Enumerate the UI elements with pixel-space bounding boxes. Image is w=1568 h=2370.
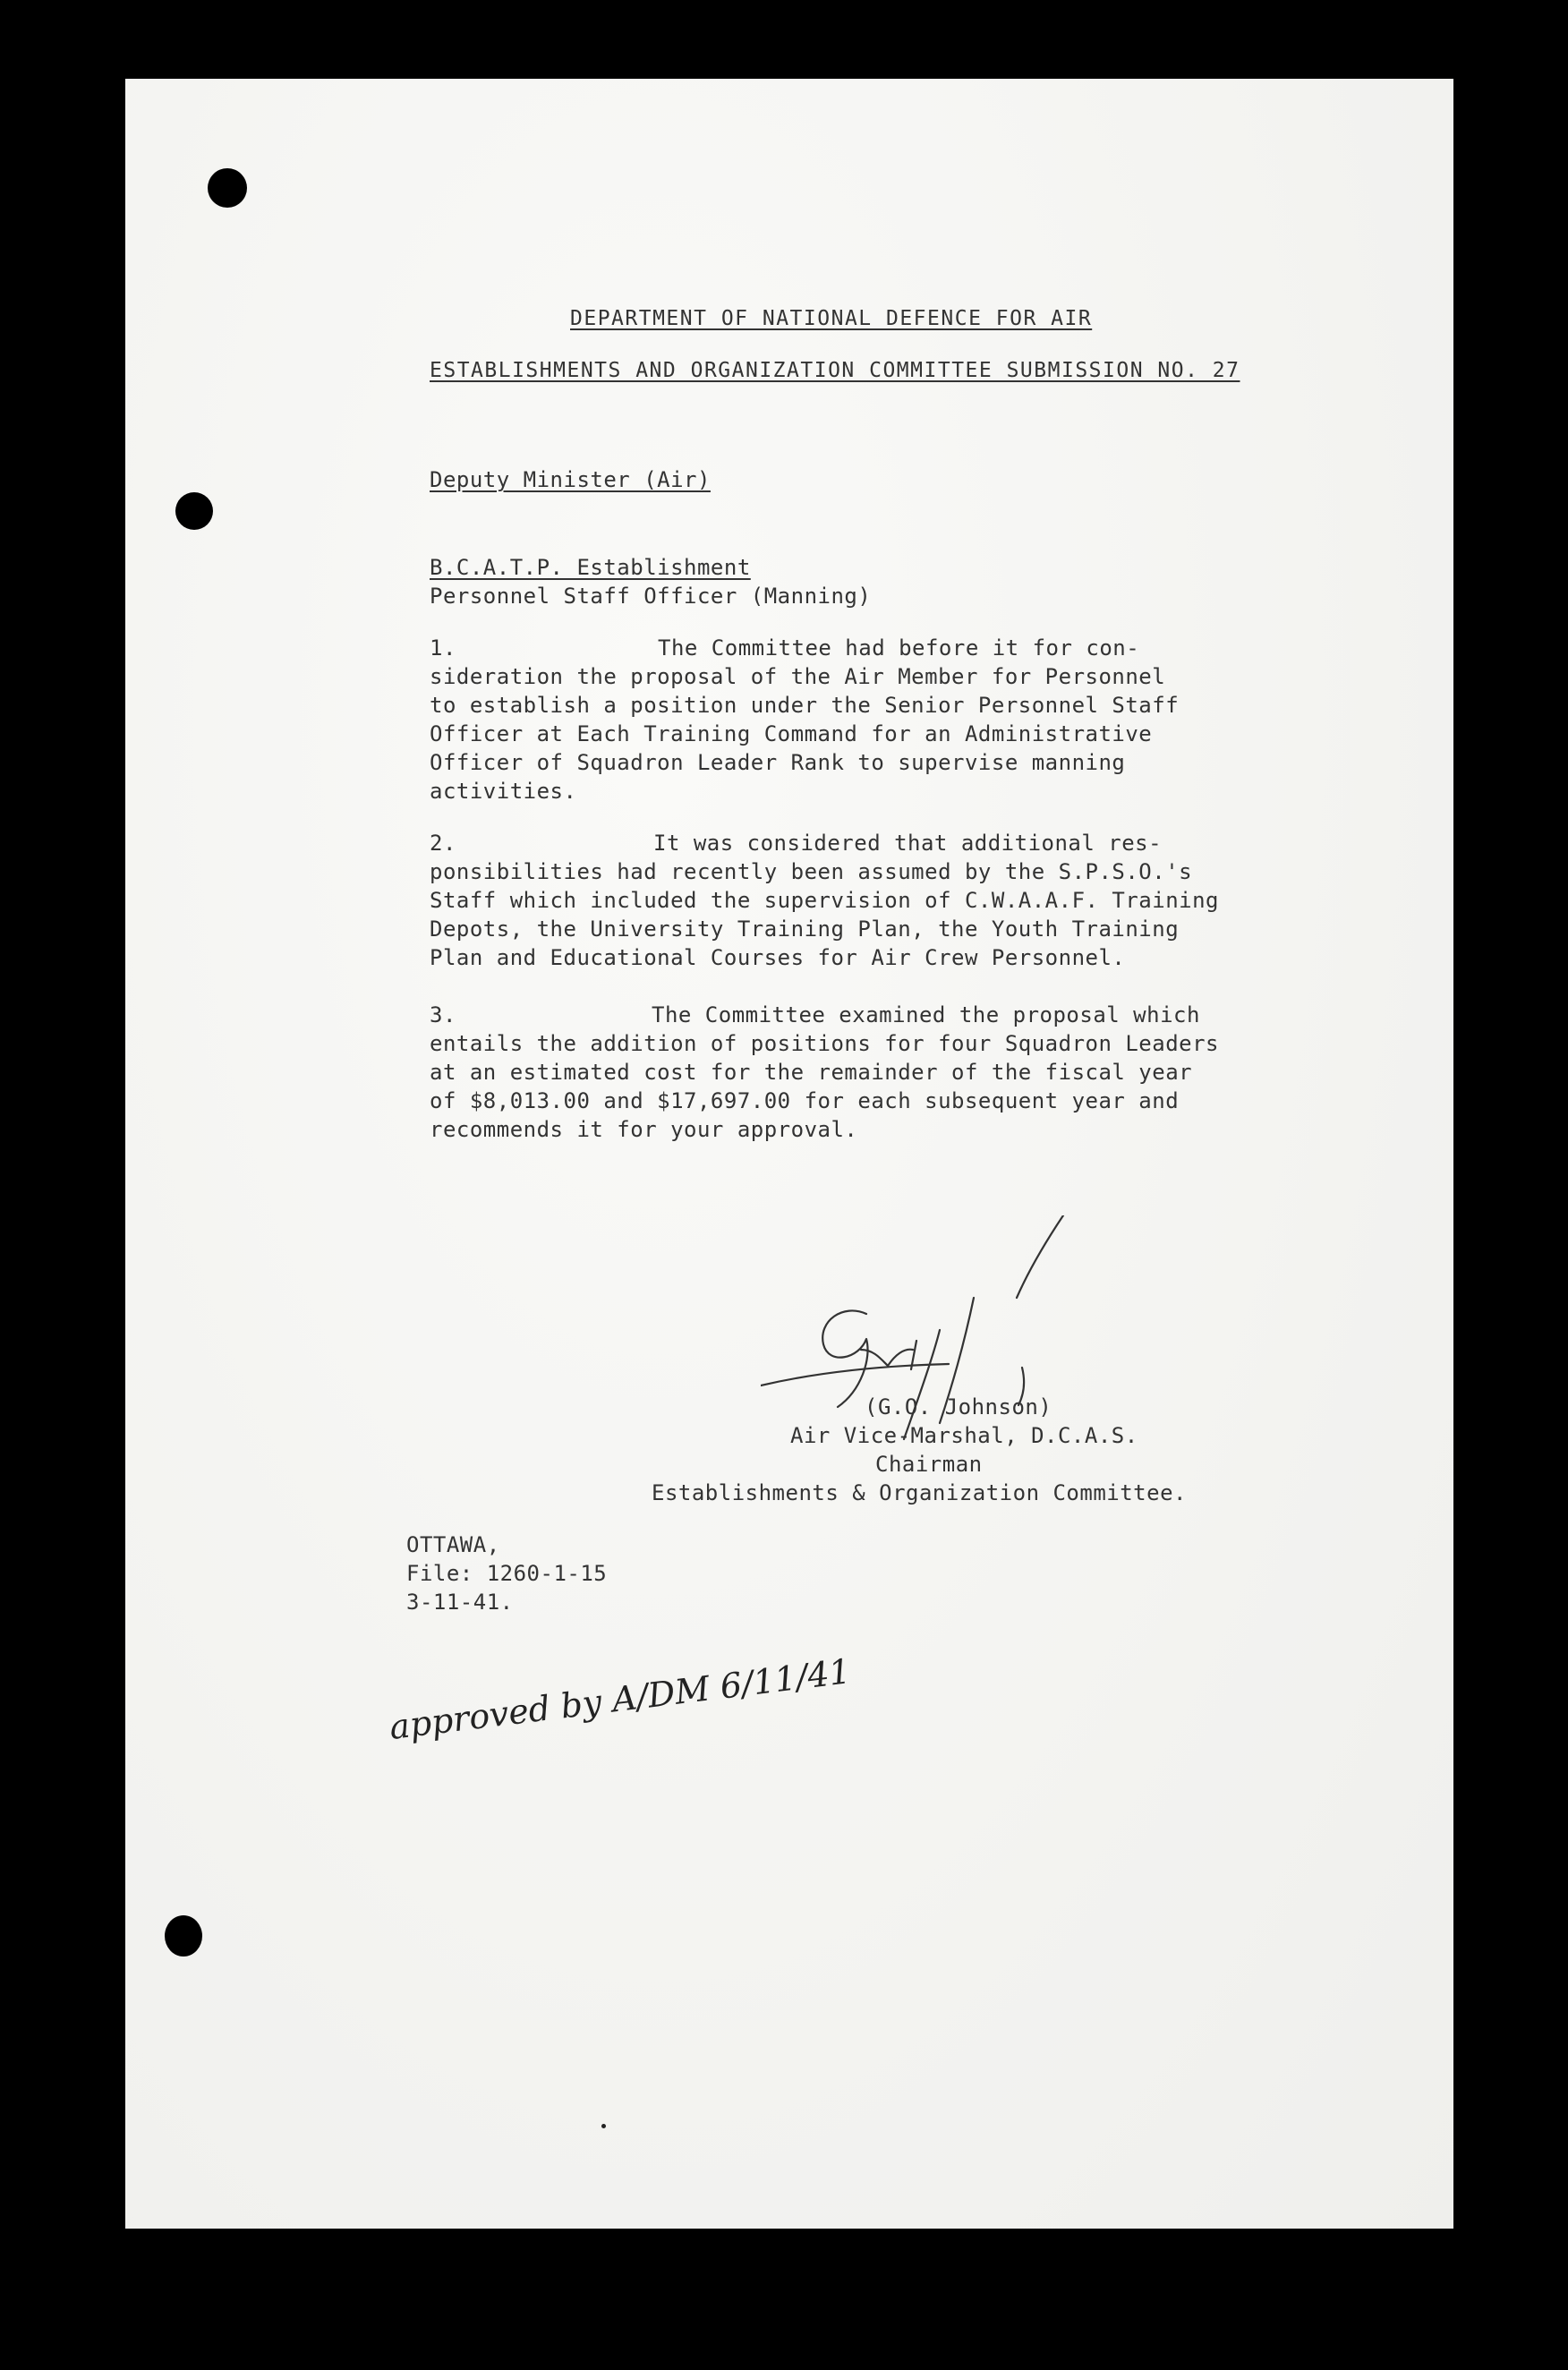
paragraph-2-line: Depots, the University Training Plan, the Youth Training: [430, 916, 1180, 942]
paragraph-3-line: at an estimated cost for the remainder of the fiscal year: [430, 1060, 1193, 1085]
handwritten-approval-note: approved by A/DM 6/11/41: [387, 1651, 853, 1747]
paragraph-1-line: sideration the proposal of the Air Member for Personnel: [430, 664, 1166, 689]
paragraph-2-line: Staff which included the supervision of C.W.A.A.F. Training: [430, 888, 1220, 913]
paragraph-1-line: Officer of Squadron Leader Rank to supervise manning: [430, 750, 1126, 775]
paragraph-1-line: The Committee had before it for con-: [658, 635, 1140, 661]
paragraph-3-line: of $8,013.00 and $17,697.00 for each subsequent year and: [430, 1088, 1180, 1113]
paragraph-1-line: to establish a position under the Senior Personnel Staff: [430, 693, 1180, 718]
paragraph-3-line: The Committee examined the proposal which: [652, 1002, 1200, 1027]
punch-hole-bottom: [165, 1915, 202, 1957]
addressee: Deputy Minister (Air): [430, 467, 711, 492]
paragraph-3-number: 3.: [430, 1002, 456, 1027]
department-heading: DEPARTMENT OF NATIONAL DEFENCE FOR AIR: [570, 307, 1093, 330]
signatory-role: Chairman: [875, 1452, 983, 1477]
submission-heading: ESTABLISHMENTS AND ORGANIZATION COMMITTEE SUBMISSION NO. 27: [430, 359, 1240, 382]
paragraph-1-line: activities.: [430, 779, 577, 804]
subject-line-2: Personnel Staff Officer (Manning): [430, 584, 872, 609]
footer-file: File: 1260-1-15: [406, 1561, 608, 1586]
paragraph-3-line: entails the addition of positions for four Squadron Leaders: [430, 1031, 1220, 1056]
document-page: [125, 79, 1453, 2229]
footer-date: 3-11-41.: [406, 1590, 514, 1615]
punch-hole-top: [208, 168, 247, 208]
paragraph-2-line: Plan and Educational Courses for Air Crew Personnel.: [430, 945, 1126, 970]
footer-place: OTTAWA,: [406, 1532, 500, 1557]
committee-name: Establishments & Organization Committee.: [652, 1480, 1187, 1505]
signatory-name: (G.O. Johnson): [865, 1394, 1052, 1419]
paragraph-1-line: Officer at Each Training Command for an Administrative: [430, 721, 1153, 746]
subject-line-1: B.C.A.T.P. Establishment: [430, 555, 751, 580]
speck: [601, 2124, 606, 2128]
paragraph-2-line: ponsibilities had recently been assumed by the S.P.S.O.'s: [430, 859, 1193, 884]
paragraph-2-number: 2.: [430, 831, 456, 856]
paragraph-2-line: It was considered that additional res-: [653, 831, 1163, 856]
paragraph-3-line: recommends it for your approval.: [430, 1117, 858, 1142]
punch-hole-middle: [175, 492, 213, 530]
paragraph-1-number: 1.: [430, 635, 456, 661]
signatory-rank: Air Vice-Marshal, D.C.A.S.: [790, 1423, 1138, 1448]
